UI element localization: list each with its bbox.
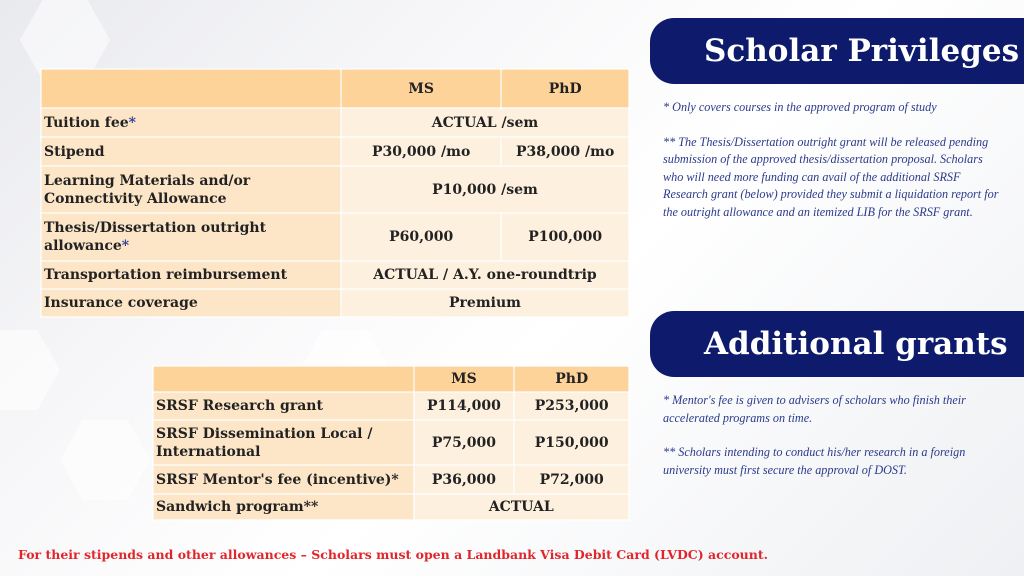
value-phd: P72,000 <box>514 465 629 494</box>
value-both: ACTUAL /sem <box>341 108 629 137</box>
table-header <box>41 69 629 108</box>
footnote-marker: * <box>128 114 136 131</box>
col-ms: MS <box>414 366 515 392</box>
label-text: Thesis/Dissertation outright allowance <box>44 220 267 254</box>
table-row <box>153 420 629 465</box>
label-text: Sandwich program** <box>156 499 319 515</box>
label-text: Transportation reimbursement <box>44 267 288 283</box>
hex-decoration <box>0 330 60 410</box>
value-ms: P36,000 <box>414 465 515 494</box>
row-label <box>41 108 341 137</box>
value-ms: P114,000 <box>414 392 515 420</box>
note: ** The Thesis/Dissertation outright grant will be released pending submission of the approved thesis/dissertation proposal. Scholars who will need more funding can avail of the additional SRSF Research grant (below) provided they submit a liquidation report for the outright allowance and an itemized LIB for the SRSF grant. <box>663 134 999 219</box>
value-phd: P100,000 <box>501 213 629 261</box>
col-ms: MS <box>341 69 501 108</box>
label-text: Tuition fee <box>44 114 129 131</box>
note: ** Scholars intending to conduct his/her research in a foreign university must first secure the approval of DOST. <box>663 445 966 477</box>
table-row <box>153 494 629 520</box>
table-header <box>153 366 629 392</box>
value-phd: P150,000 <box>514 420 629 465</box>
table-row <box>41 213 629 261</box>
additional-grants-title: Additional grants <box>650 311 1024 377</box>
table-row <box>41 137 629 166</box>
row-label <box>41 166 341 213</box>
label-text: Learning Materials and/or Connectivity Allowance <box>44 172 251 207</box>
row-label <box>41 213 341 261</box>
scholar-privileges-title: Scholar Privileges <box>650 18 1024 84</box>
value-both: P10,000 /sem <box>341 166 629 213</box>
footnote-marker: * <box>121 238 130 254</box>
value-ms: P30,000 /mo <box>341 137 501 166</box>
col-phd: PhD <box>514 366 629 392</box>
table-row <box>41 261 629 289</box>
row-label <box>41 289 341 317</box>
row-label <box>153 494 414 520</box>
row-label <box>41 137 341 166</box>
value-ms: P75,000 <box>414 420 515 465</box>
note: * Only covers courses in the approved program of study <box>663 100 937 114</box>
label-text: Stipend <box>44 143 105 160</box>
value-ms: P60,000 <box>341 213 501 261</box>
note: * Mentor's fee is given to advisers of scholars who finish their accelerated programs on time. <box>663 393 966 425</box>
row-label <box>153 465 414 494</box>
value-phd: P253,000 <box>514 392 629 420</box>
row-label <box>41 261 341 289</box>
value-both: ACTUAL / A.Y. one-roundtrip <box>341 261 629 289</box>
row-label <box>153 420 414 465</box>
grants-table <box>152 365 630 521</box>
label-text: SRSF Mentor's fee (incentive)* <box>156 471 399 488</box>
label-text: SRSF Research grant <box>156 398 323 414</box>
table-row <box>41 289 629 317</box>
label-text: SRSF Dissemination Local / International <box>156 425 373 460</box>
grants-notes <box>663 392 1003 496</box>
hex-decoration <box>60 420 150 500</box>
privileges-table <box>40 68 630 318</box>
privileges-notes <box>663 99 1003 238</box>
footer-note: For their stipends and other allowances – Scholars must open a Landbank Visa Debit Card (LVDC) account. <box>18 547 768 562</box>
value-phd: P38,000 /mo <box>501 137 629 166</box>
table-row <box>153 392 629 420</box>
table-row <box>41 108 629 137</box>
table-row <box>153 465 629 494</box>
label-text: Insurance coverage <box>44 295 198 311</box>
value-both: ACTUAL <box>414 494 629 520</box>
col-phd: PhD <box>501 69 629 108</box>
row-label <box>153 392 414 420</box>
table-row <box>41 166 629 213</box>
value-both: Premium <box>341 289 629 317</box>
